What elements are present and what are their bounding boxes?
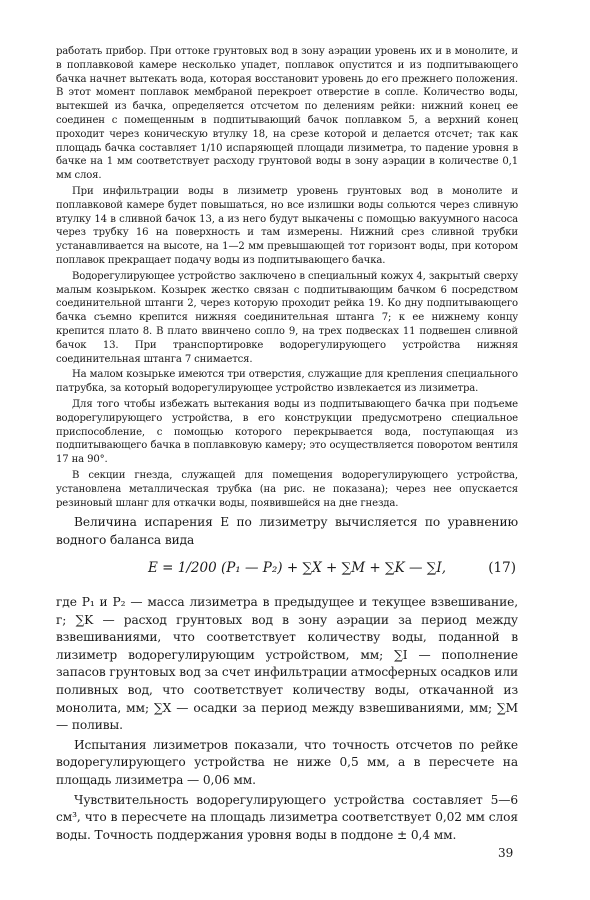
main-text-section <box>56 594 518 846</box>
small-print-section <box>56 45 518 512</box>
paragraph-variable-definitions: где P₁ и P₂ — масса лизиметра в предыдущее и текущее взвешивание, г; ∑K — расход грунтовых вод в зону аэрации за период между взвешиваниями, что соответствует количеству воды, поданной в лизиметр водорегулирующим устройством, мм; ∑I — пополнение запасов грунтовых вод за счет инфильтрации атмосферных осадков или поливных вод, что соответствует количеству воды, откачанной из монолита, мм; ∑X — осадки за период между взвешиваниями, мм; ∑M — поливы. <box>56 595 518 733</box>
paragraph-evaporation-intro: Величина испарения E по лизиметру вычисляется по уравнению водного баланса вида <box>56 515 518 547</box>
intro-section <box>56 514 518 551</box>
paragraph-sensitivity: Чувствительность водорегулирующего устройства составляет 5—6 см³, что в пересчете на площадь лизиметра соответствует 0,02 мм слоя воды. Точность поддержания уровня воды в поддоне ± 0,4 мм. <box>56 792 518 842</box>
water-balance-formula <box>56 551 518 587</box>
paragraph-infiltration: При инфильтрации воды в лизиметр уровень грунтовых вод в монолите и поплавковой камере будет повышаться, но все излишки воды сольются через сливную втулку 14 в сливной бачок 13, а из него будут выкачены с помощью вакуумного насоса через трубку 16 на поверхность и там измерены. Нижний срез сливной трубки устанавливается на высоте, на 1—2 мм превышающей тот горизонт воды, при котором поплавок прекращает подачу воды из подпитывающего бачка. <box>56 185 518 266</box>
paragraph-casing: Водорегулирующее устройство заключено в специальный кожух 4, закрытый сверху малым козырьком. Козырек жестко связан с подпитывающим бачком 6 посредством соединительной штанги 2, через которую проходит рейка 19. Ко дну подпитывающего бачка съемно крепится нижняя соединительная штанга 7; к ее нижнему концу крепится плато 8. В плато ввинчено сопло 9, на трех подвесках 11 подвешен сливной бачок 13. При транспортировке водорегулирующего устройства нижняя соединительная штанга 7 снимается. <box>56 270 518 365</box>
paragraph-test-results: Испытания лизиметров показали, что точность отсчетов по рейке водорегулирующего устройства не ниже 0,5 мм, а в пересчете на площадь лизиметра — 0,06 мм. <box>56 737 518 787</box>
paragraph-continuation: работать прибор. При оттоке грунтовых вод в зону аэрации уровень их и в монолите, и в поплавковой камере несколько упадет, поплавок опустится и из подпитывающего бачка начнет вытекать вода, которая восстановит уровень до его прежнего положения. В этот момент поплавок мембраной перекроет отверстие в сопле. Количество воды, вытекшей из бачка, определяется отсчетом по делениям рейки: нижний конец ее соединен с помещенным в подпитывающий бачок поплавком 5, а верхний конец проходит через коническую втулку 18, на срезе которой и делается отсчет; так как площадь бачка составляет 1/10 испаряющей площади лизиметра, то падение уровня в бачке на 1 мм соответствует расходу грунтовой воды в зону аэрации в количестве 0,1 мм слоя. <box>56 46 518 182</box>
paragraph-visor: На малом козырьке имеются три отверстия, служащие для крепления специального патрубка, за который водорегулирующее устройство извлекается из лизиметра. <box>56 369 518 395</box>
paragraph-leak-prevention: Для того чтобы избежать вытекания воды из подпитывающего бачка при подъеме водорегулирующего устройства, в его конструкции предусмотрено специальное приспособление, с помощью которого перекрывается вода, поступающая из подпитывающего бачка в поплавковую камеру; это осуществляется поворотом вентиля 17 на 90°. <box>56 398 518 466</box>
paragraph-socket-section: В секции гнезда, служащей для помещения водорегулирующего устройства, установлена металлическая трубка (на рис. не показана); через нее опускается резиновый шланг для откачки воды, появившейся на дне гнезда. <box>56 469 518 509</box>
page-number: 39 <box>498 846 514 860</box>
formula-number: (17) <box>488 560 516 576</box>
formula-expression: E = 1/200 (P₁ — P₂) + ∑X + ∑M + ∑K — ∑I, <box>148 560 447 576</box>
